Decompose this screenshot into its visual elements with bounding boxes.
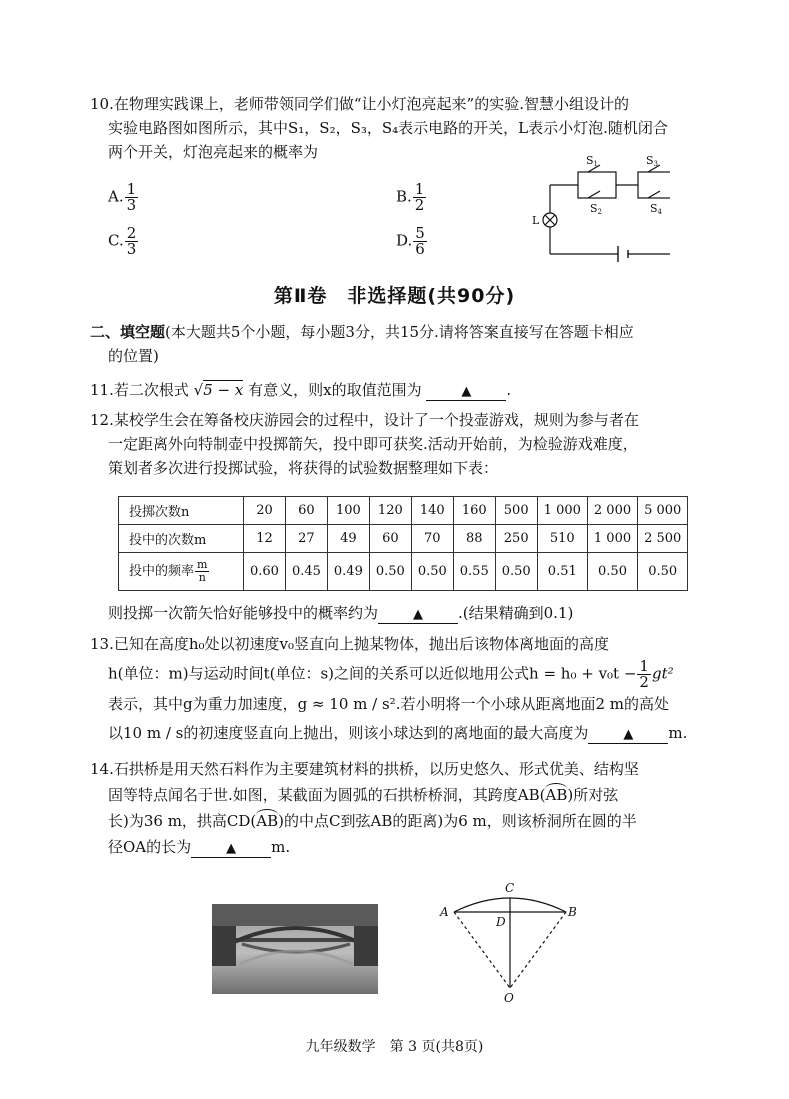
battery-icon [618, 246, 628, 262]
question-11: 11.若二次根式 √5 − x 有意义，则x的取值范围为 ▲ . [90, 381, 512, 399]
point-b-label: B [568, 905, 577, 919]
q12-question-line: 则投掷一次箭矢恰好能够投中的概率约为 ▲ .(结果精确到0.1) [108, 604, 574, 622]
row-label: 投掷次数n [119, 497, 244, 525]
bridge-photo [212, 904, 378, 994]
trial-data-table [118, 496, 688, 591]
table-row: 投中的频率 $\frac{m}{n}$ 0.60 0.45 0.49 0.50 0.50 0.55 0.50 0.51 0.50 0.50 [119, 553, 688, 591]
q11-answer-blank[interactable]: ▲ [426, 384, 506, 401]
arch-geometry-figure [430, 878, 590, 1006]
option-c[interactable]: C. $\frac{2}{3}$ [108, 224, 137, 258]
q13-answer-blank[interactable]: ▲ [588, 727, 668, 744]
question-13: 13.已知在高度h₀处以初速度v₀竖直向上抛某物体，抛出后该物体离地面的高度 h(单位：m)与运动时间t(单位：s)之间的关系可以近似地用公式h = h₀ + v₀t − $\frac{1}{2}$ gt² 表示，其中g为重力加速度，g ≈ 10 m / s².若小明将一个小球从距离地面2 m的高处 以10 m / s的初速度竖直向上抛出，则该小球达到的离地面的最大高度为 ▲ m. [90, 635, 688, 742]
lamp-label: L [532, 214, 540, 227]
question-14: 14.石拱桥是用天然石料作为主要建筑材料的拱桥，以历史悠久、形式优美、结构坚 固等特点闻名于世.如图，某截面为圆弧的石拱桥桥洞，其跨度AB(AB)所对弦 长)为36 m，拱高CD(AB)的中点C到弦AB的距离)为6 m，则该桥洞所在圆的半 径OA的长为 ▲ m. [90, 760, 639, 856]
s1-label: S1 [586, 154, 599, 168]
option-b[interactable]: B. $\frac{1}{2}$ [396, 180, 425, 214]
circuit-diagram [520, 150, 670, 265]
point-d-label: D [496, 915, 506, 929]
s3-label: S3 [646, 154, 659, 168]
point-o-label: O [504, 991, 514, 1005]
table-row: 投掷次数n 20 60 100 120 140 160 500 1 000 2 000 5 000 [119, 497, 688, 525]
row-label: 投中的次数m [119, 525, 244, 553]
part2-heading: 二、填空题(本大题共5个小题，每小题3分，共15分.请将答案直接写在答题卡相应 的位置) [90, 323, 634, 365]
section-title: 第Ⅱ卷 非选择题(共90分) [273, 285, 516, 307]
option-d[interactable]: D. $\frac{5}{6}$ [396, 224, 425, 258]
table-row: 投中的次数m 12 27 49 60 70 88 250 510 1 000 2 500 [119, 525, 688, 553]
q10-line1: 10.在物理实践课上，老师带领同学们做“让小灯泡亮起来”的实验.智慧小组设计的 [90, 95, 629, 113]
page-footer: 九年级数学 第 3 页(共8页) [305, 1039, 484, 1055]
row-label: 投中的频率 $\frac{m}{n}$ [119, 553, 244, 591]
s2-label: S2 [590, 202, 603, 216]
option-a[interactable]: A. $\frac{1}{3}$ [108, 180, 137, 214]
point-c-label: C [505, 881, 515, 895]
q10-line3: 两个开关，灯泡亮起来的概率为 [108, 143, 319, 161]
s4-label: S4 [650, 202, 663, 216]
q10-line2: 实验电路图如图所示，其中S₁，S₂，S₃，S₄表示电路的开关，L表示小灯泡.随机闭合 [108, 119, 668, 137]
point-a-label: A [440, 905, 449, 919]
question-12: 12.某校学生会在筹备校庆游园会的过程中，设计了一个投壶游戏，规则为参与者在 一定距离外向特制壶中投掷箭矢，投中即可获奖.活动开始前，为检验游戏难度， 策划者多次进行投掷试验，将获得的试验数据整理如下表： [90, 411, 639, 477]
q14-answer-blank[interactable]: ▲ [191, 841, 271, 858]
radical-sign: √ [193, 381, 204, 399]
q12-answer-blank[interactable]: ▲ [378, 607, 458, 624]
